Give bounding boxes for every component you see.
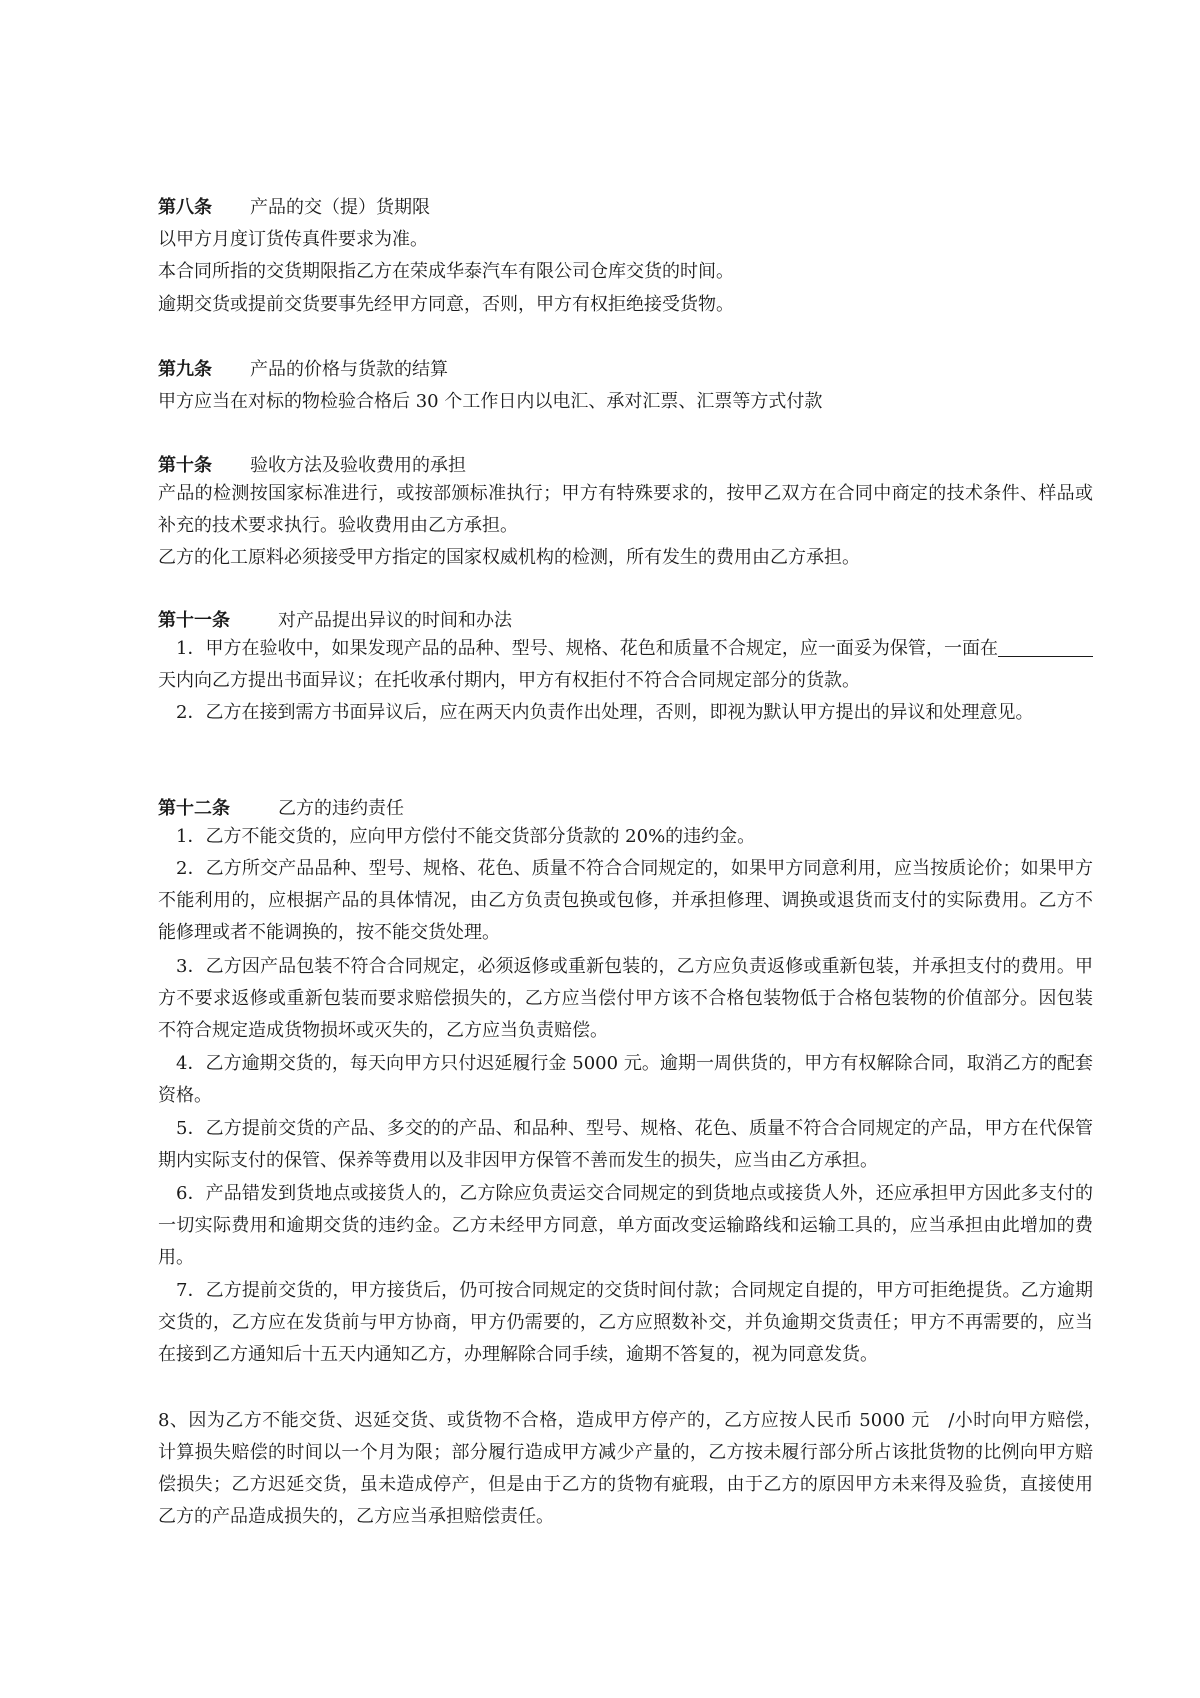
- article-9-line-1: 甲方应当在对标的物检验合格后 30 个工作日内以电汇、承对汇票、汇票等方式付款: [158, 391, 823, 412]
- article-number: 第十二条: [158, 798, 230, 819]
- article-number: 第八条: [158, 197, 212, 218]
- article-title: 产品的交（提）货期限: [250, 197, 430, 218]
- article-11-heading: [158, 606, 512, 632]
- article-12-para-1: 1．乙方不能交货的，应向甲方偿付不能交货部分货款的 20%的违约金。: [176, 826, 756, 847]
- article-number: 第九条: [158, 359, 212, 380]
- article-title: 乙方的违约责任: [278, 798, 404, 819]
- blank-days-field[interactable]: [998, 638, 1093, 657]
- article-12-para-3: 3．乙方因产品包装不符合合同规定，必须返修或重新包装的，乙方应负责返修或重新包装，并承担支付的费用。甲方不要求返修或重新包装而要求赔偿损失的，乙方应当偿付甲方该不合格包装物低于合格包装物的价值部分。因包装不符合规定造成货物损坏或灭失的，乙方应当负责赔偿。: [158, 956, 1093, 1041]
- article-12-para-8: 8、因为乙方不能交货、迟延交货、或货物不合格，造成甲方停产的，乙方应按人民币 5000 元 /小时向甲方赔偿， 计算损失赔偿的时间以一个月为限；部分履行造成甲方减少产量的，乙方按未履行部分所占该批货物的比例向甲方赔偿损失；乙方迟延交货，虽未造成停产，但是由于乙方的货物有疵瑕，由于乙方的原因甲方未来得及验货，直接使用乙方的产品造成损失的，乙方应当承担赔偿责任。: [158, 1410, 1111, 1527]
- article-11-para-1: 1．甲方在验收中，如果发现产品的品种、型号、规格、花色和质量不合规定，应一面妥为保管，一面在天内向乙方提出书面异议；在托收承付期内，甲方有权拒付不符合合同规定部分的货款。: [158, 633, 1093, 697]
- article-11-para-2: 2．乙方在接到需方书面异议后，应在两天内负责作出处理，否则，即视为默认甲方提出的异议和处理意见。: [176, 702, 1034, 723]
- article-10-para-1: 产品的检测按国家标准进行，或按部颁标准执行；甲方有特殊要求的，按甲乙双方在合同中商定的技术条件、样品或补充的技术要求执行。验收费用由乙方承担。: [158, 483, 1093, 536]
- article-8-line-2: 本合同所指的交货期限指乙方在荣成华泰汽车有限公司仓库交货的时间。: [158, 261, 734, 282]
- article-8-line-3: 逾期交货或提前交货要事先经甲方同意，否则，甲方有权拒绝接受货物。: [158, 294, 734, 315]
- article-8-heading: [158, 193, 430, 219]
- article-12-para-6: 6．产品错发到货地点或接货人的，乙方除应负责运交合同规定的到货地点或接货人外，还应承担甲方因此多支付的一切实际费用和逾期交货的违约金。乙方未经甲方同意，单方面改变运输路线和运输工具的，应当承担由此增加的费用。: [158, 1183, 1093, 1268]
- article-number: 第十条: [158, 455, 212, 476]
- article-8-line-1: 以甲方月度订货传真件要求为准。: [158, 229, 428, 250]
- article-12-para-4: 4．乙方逾期交货的，每天向甲方只付迟延履行金 5000 元。逾期一周供货的，甲方有权解除合同，取消乙方的配套资格。: [158, 1053, 1093, 1106]
- article-10-heading: [158, 451, 466, 477]
- article-12-para-5: 5．乙方提前交货的产品、多交的的产品、和品种、型号、规格、花色、质量不符合合同规定的产品，甲方在代保管期内实际支付的保管、保养等费用以及非因甲方保管不善而发生的损失，应当由乙方承担。: [158, 1118, 1093, 1171]
- article-9-heading: [158, 355, 448, 381]
- article-title: 对产品提出异议的时间和办法: [278, 610, 512, 631]
- article-12-para-7: 7．乙方提前交货的，甲方接货后，仍可按合同规定的交货时间付款；合同规定自提的，甲方可拒绝提货。乙方逾期交货的，乙方应在发货前与甲方协商，甲方仍需要的，乙方应照数补交，并负逾期交货责任；甲方不再需要的，应当在接到乙方通知后十五天内通知乙方，办理解除合同手续，逾期不答复的，视为同意发货。: [158, 1280, 1093, 1365]
- article-12-heading: [158, 794, 404, 820]
- article-title: 验收方法及验收费用的承担: [250, 455, 466, 476]
- article-title: 产品的价格与货款的结算: [250, 359, 448, 380]
- article-12-para-2: 2．乙方所交产品品种、型号、规格、花色、质量不符合合同规定的，如果甲方同意利用，应当按质论价；如果甲方不能利用的，应根据产品的具体情况，由乙方负责包换或包修，并承担修理、调换或退货而支付的实际费用。乙方不能修理或者不能调换的，按不能交货处理。: [158, 858, 1093, 943]
- article-10-para-2: 乙方的化工原料必须接受甲方指定的国家权威机构的检测，所有发生的费用由乙方承担。: [158, 547, 860, 568]
- article-number: 第十一条: [158, 610, 230, 631]
